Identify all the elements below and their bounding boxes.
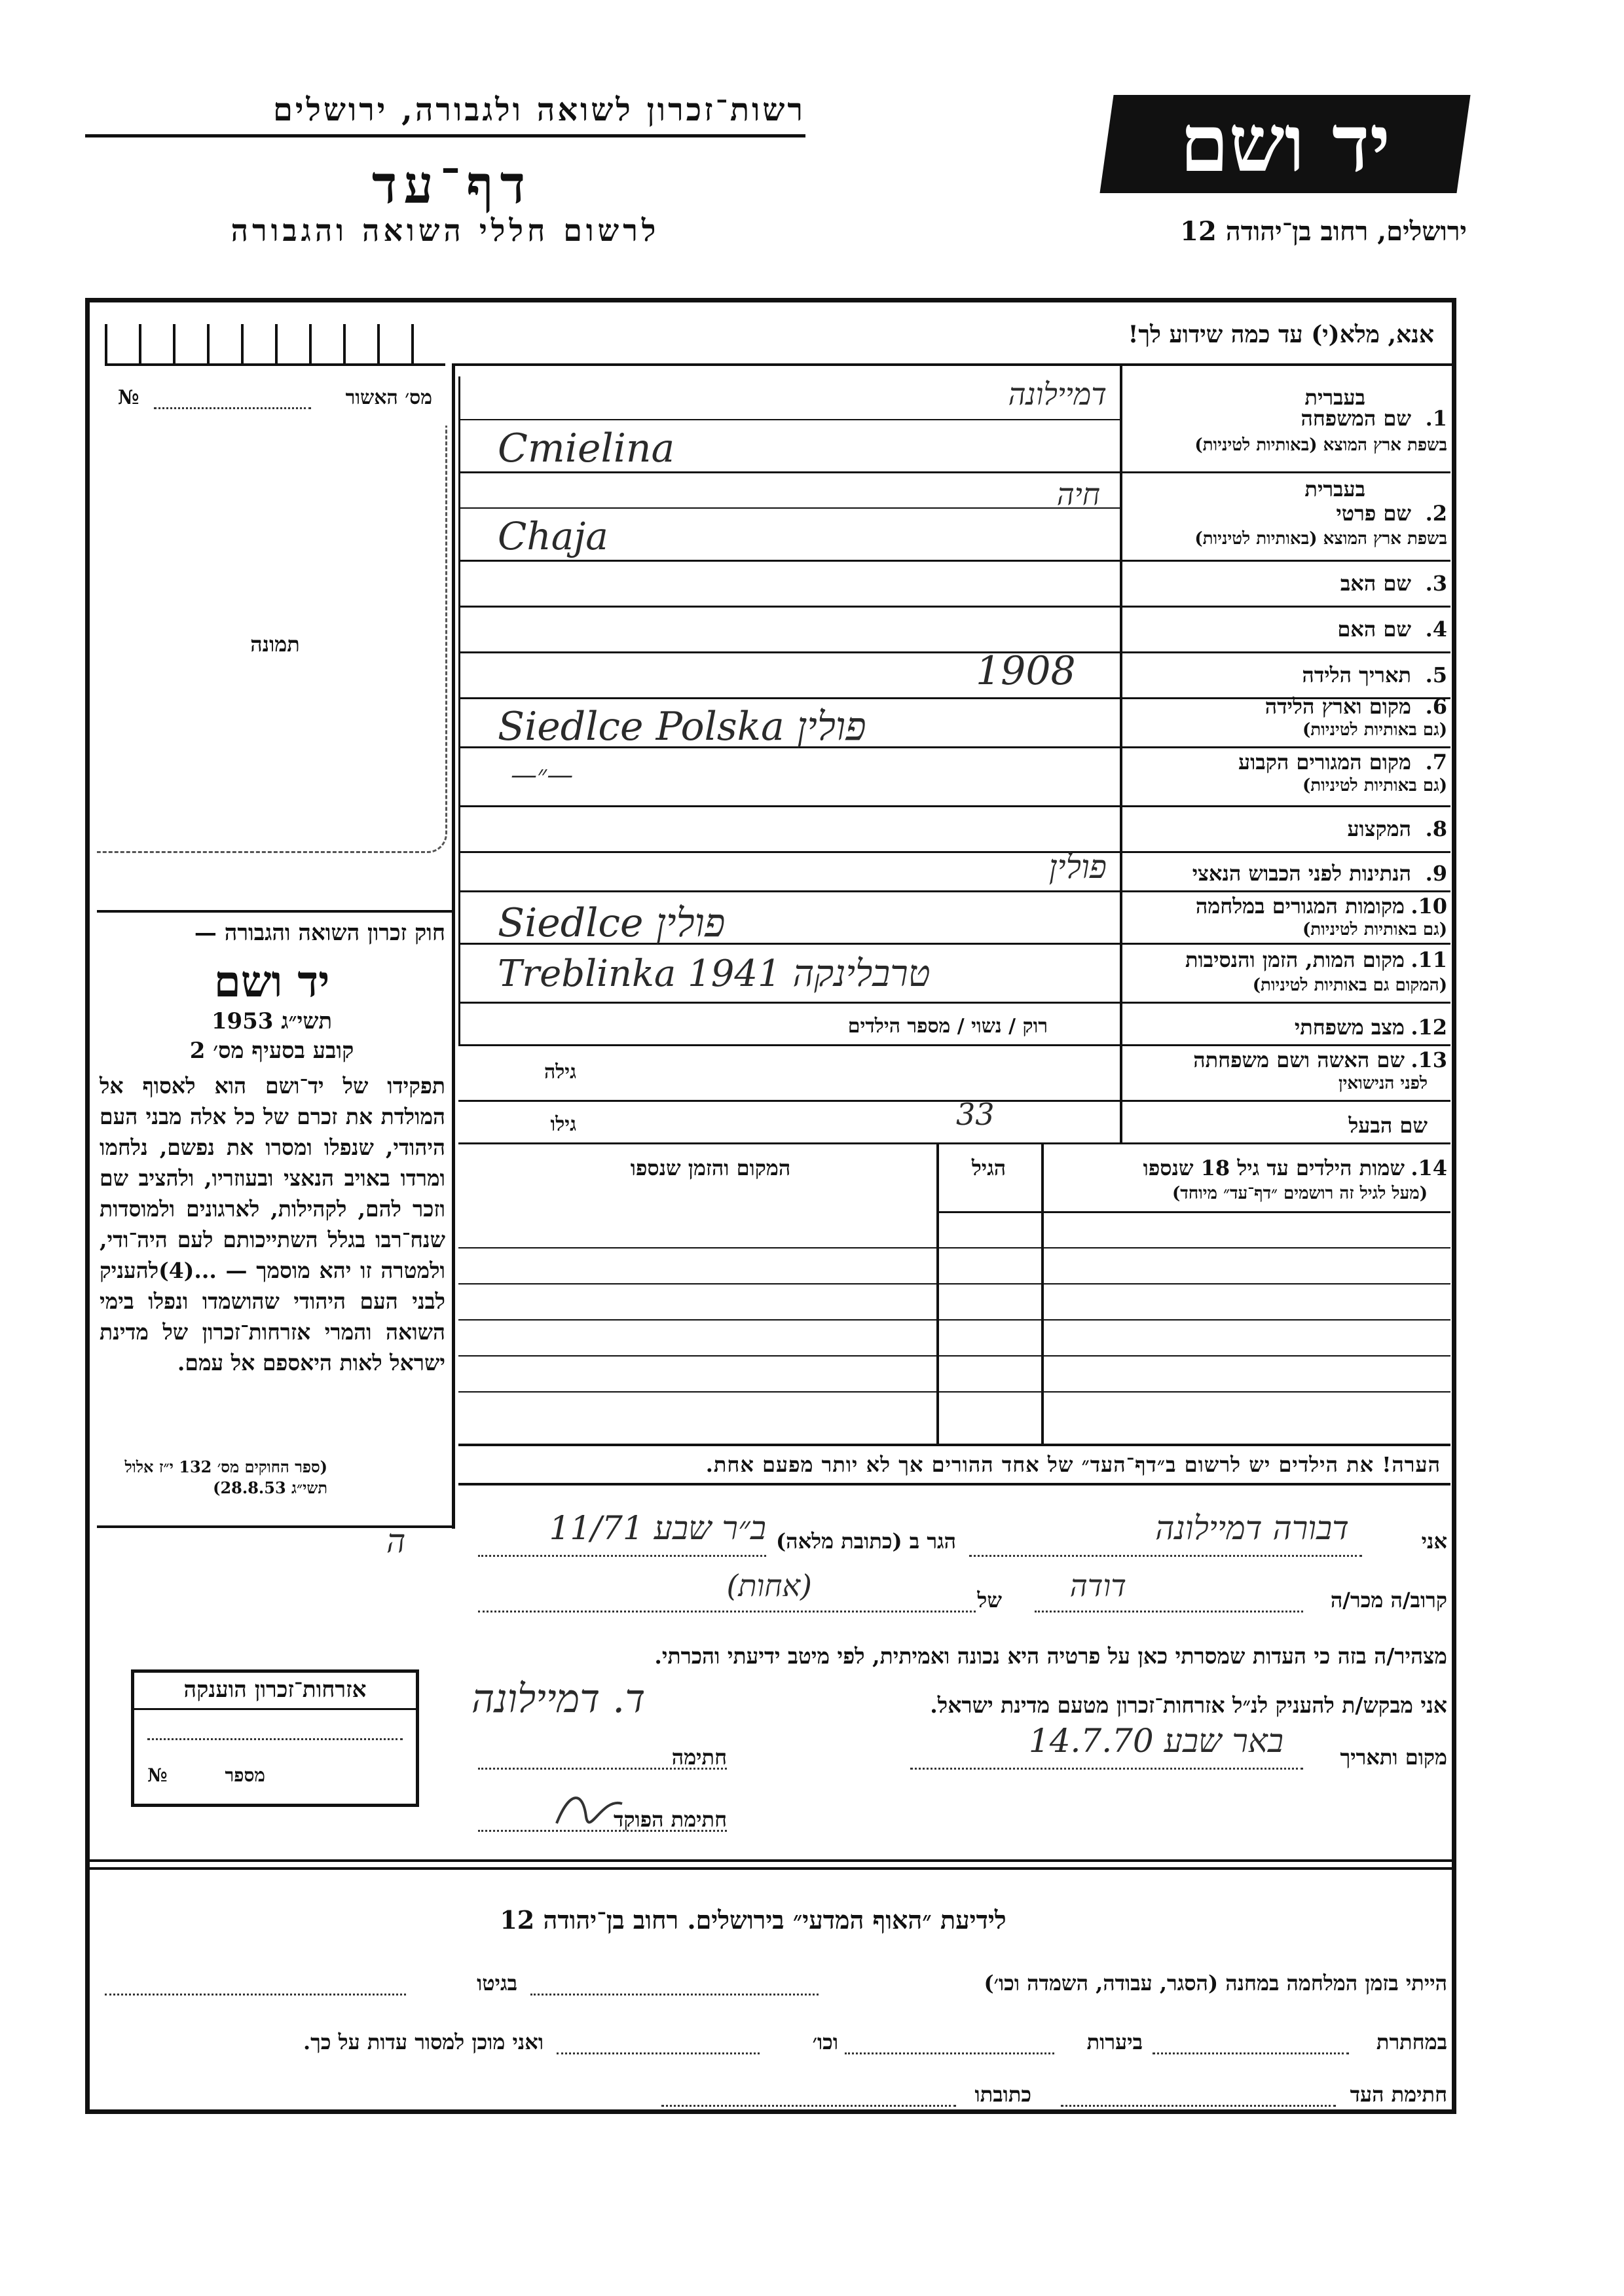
row-sep-13: [458, 1100, 1450, 1102]
yad-vashem-logo: [1099, 95, 1470, 193]
field3-num: 3.: [1425, 571, 1447, 596]
form-subtitle: לרשום חללי השואה והגבורה: [231, 213, 660, 248]
field11-num: 11.: [1411, 947, 1447, 972]
row1-inner: [458, 419, 1120, 420]
field5-label: תאריך הלידה: [1302, 663, 1411, 687]
decl-of-field[interactable]: [478, 1611, 976, 1613]
field2-value-hebrew[interactable]: חיה: [1056, 477, 1100, 512]
field9-label: הנתינות לפני הכבוש הנאצי: [1192, 861, 1411, 886]
row-sep-12: [458, 1044, 1450, 1046]
form-title: דף־עד: [371, 154, 532, 215]
footer-title: לידיעת ״האוף המדעי״ בירושלים. רחוב בן־יהודה 12: [500, 1905, 1006, 1935]
decl-signature-field[interactable]: [478, 1768, 727, 1770]
children-col-divider-2: [936, 1142, 939, 1444]
husband-label: שם הבעל: [1348, 1113, 1428, 1138]
decl-signature-label: חתימה: [671, 1745, 727, 1770]
field2-label: שם פרטי: [1336, 501, 1411, 526]
field1-num: 1.: [1425, 406, 1447, 431]
field13-age-label: גילה: [544, 1061, 576, 1084]
intro-text: אנא, מלא(י) עד כמה שידוע לך!: [1128, 321, 1434, 348]
children-label: שמות הילדים עד גיל 18 שנספו: [1143, 1156, 1405, 1180]
field4-num: 4.: [1425, 617, 1447, 642]
field13-sub: לפני הנישואין: [1338, 1074, 1428, 1093]
field9-value[interactable]: פולין: [1048, 848, 1107, 886]
footer-line3-field-a[interactable]: [1061, 2105, 1336, 2107]
footer-line2-field-a[interactable]: [1153, 2052, 1349, 2054]
husband-age-label: גילו: [550, 1113, 576, 1136]
row-sep-3: [458, 606, 1450, 608]
field10-label: מקומות המגורים במלחמה: [1195, 894, 1405, 919]
field7-label: מקום המגורים הקבוע: [1238, 750, 1411, 774]
footer-line3-field-b[interactable]: [661, 2105, 956, 2107]
decl-resides-at: הגר ב (כתובת מלאה): [776, 1529, 956, 1554]
law-name: יד ושם: [213, 956, 330, 1007]
law-text: תפקידו של יד־ושם הוא לאסוף אל המולדת את זכרם של כל אלה מבני העם היהודי, שנפלו ומסרו את נפשם, נלחמו ומרדו באויב הנאצי ובעוזריו, ולהציב שם וזכר להם, לקהילות, לארגונים ולמוסדות שנח־רבו בגלל השתייכותם לעם היה־ודי, ולמטרה זו יהא מוסמך — ...(4)להעניק לבני העם היהודי שהושמדו ונפלו בימי השואה והמרי אזרחות־זכרון של מדינת ישראל לאות היאספם אל עמם.: [100, 1073, 445, 1376]
children-note: הערה! את הילדים יש לרשום ב״דף־העד״ של אחד ההורים אך לא יותר מפעם אחת.: [705, 1452, 1441, 1477]
field10-num: 10.: [1411, 894, 1447, 919]
row-sep-8: [458, 851, 1450, 853]
field12-inline: רוק / נשוי / מספר הילדים: [847, 1015, 1048, 1038]
field5-value[interactable]: 1908: [976, 648, 1076, 694]
law-title: חוק זכרון השואה והגבורה —: [194, 920, 445, 946]
children-row-3: [458, 1319, 1450, 1321]
field7-num: 7.: [1425, 750, 1447, 774]
field3-label: שם האב: [1340, 571, 1411, 596]
photo-label: תמונה: [250, 632, 300, 657]
header-address: ירושלים, רחוב בן־יהודה 12: [1180, 216, 1467, 247]
footer-line3-a: חתימת העד: [1350, 2082, 1447, 2107]
footer-line2-field-b[interactable]: [845, 2052, 1054, 2054]
law-year: תשי״ג 1953: [211, 1008, 333, 1034]
decl-name-value[interactable]: דבורה דמיילונה: [1155, 1509, 1349, 1547]
children-row-5: [458, 1391, 1450, 1393]
field10-value[interactable]: Siedlce פולין: [498, 900, 726, 946]
field1-sub: בשפת ארץ המוצא (באותיות לטיניות): [1194, 435, 1447, 455]
field12-num: 12.: [1411, 1015, 1447, 1040]
field7-sub: (גם באותיות לטיניות): [1302, 776, 1447, 795]
field1-tag: בעברית: [1304, 385, 1365, 410]
row-sep-2: [458, 560, 1450, 562]
children-col-place: המקום והזמן שנספו: [630, 1156, 791, 1180]
footer-line2-a: במחתרת: [1376, 2030, 1447, 2054]
footer-rule-1: [90, 1859, 1452, 1862]
row-sep-14: [458, 1142, 1450, 1144]
row-sep-9: [458, 890, 1450, 892]
approval-no-field[interactable]: [154, 407, 311, 409]
field5-num: 5.: [1425, 663, 1447, 687]
husband-age-value[interactable]: 33: [956, 1097, 995, 1132]
decl-request: אני מבקש/ת להעניק לנ״ל אזרחות־זכרון מטעם מדינת ישראל.: [930, 1692, 1447, 1718]
footer-line2-c: וכו׳: [812, 2030, 838, 2054]
children-row-4: [458, 1355, 1450, 1357]
field9-num: 9.: [1425, 861, 1447, 886]
stamp-title: אזרחות־זכרון הוענקה: [134, 1677, 416, 1710]
children-sub: (מעל לגיל זה רושמים ״דף־עד״ מיוחד): [1172, 1184, 1428, 1203]
decl-place-date-field[interactable]: [910, 1768, 1303, 1770]
field8-label: המקצוע: [1347, 816, 1411, 841]
footer-line1-b: בגיטו: [477, 1971, 517, 1995]
decl-of-label: של: [977, 1588, 1002, 1613]
field11-value[interactable]: Treblinka 1941 טרבלינקה: [498, 953, 931, 995]
decl-relative-label: קרוב/ה מכר/ה: [1330, 1588, 1447, 1613]
field6-value[interactable]: Siedlce Polska פולין: [498, 704, 866, 750]
footer-line1-field-a[interactable]: [530, 1994, 819, 1995]
sidebar-divider: [452, 363, 455, 1529]
field1-label: שם המשפחה: [1301, 406, 1411, 431]
decl-address-value[interactable]: ב״ר שבע 11/71: [549, 1509, 766, 1547]
field11-label: מקום המות, הזמן והנסיבות: [1185, 947, 1405, 972]
children-col-age: הגיל: [971, 1156, 1006, 1180]
logo-text: יד ושם: [1179, 98, 1391, 190]
field2-num: 2.: [1425, 501, 1447, 526]
decl-place-date-value[interactable]: באר שבע 14.7.70: [1028, 1722, 1283, 1760]
field7-value[interactable]: —״—: [511, 760, 574, 790]
decl-address-field[interactable]: [478, 1555, 766, 1557]
footer-line2-d: ואני מוכן למסור עדות על כך.: [303, 2030, 544, 2054]
row-sep-1: [458, 471, 1450, 473]
children-header-line: [936, 1211, 1450, 1213]
label-divider: [1120, 363, 1122, 1142]
sidebar-top-rule: [97, 910, 454, 913]
field6-sub: (גם באותיות לטיניות): [1302, 720, 1447, 740]
approval-no-label: מס׳ האשור: [345, 386, 432, 409]
children-bottom: [458, 1444, 1450, 1446]
field6-label: מקום וארץ הלידה: [1264, 694, 1411, 719]
field1-value-latin[interactable]: Cmielina: [498, 426, 675, 471]
decl-place-date-label: מקום ותאריך: [1340, 1745, 1447, 1770]
row-sep-4: [458, 651, 1450, 653]
decl-statement: מצהיר/ה בזה כי העדות שמסרתי כאן על פרטיה היא נכונה ואמיתית, לפי מיטב ידיעתי והכרתי.: [654, 1643, 1447, 1669]
footer-line2-field-c[interactable]: [557, 2052, 760, 2054]
decl-signature-value[interactable]: ד. דמיילונה: [471, 1676, 646, 1722]
decl-relative-value[interactable]: דודה: [1069, 1568, 1126, 1603]
law-ref: (ספר החוקים מס׳ 132 י״ז אלול תשי״ג 28.8.53): [124, 1457, 327, 1497]
footer-line3-b: כתובתו: [974, 2082, 1031, 2107]
field12-label: מצב משפחתי: [1294, 1015, 1405, 1040]
authority-underline: [85, 134, 805, 137]
intro-underline: [452, 363, 1452, 366]
children-row-1: [458, 1247, 1450, 1248]
stamp-number-symbol: №: [147, 1764, 168, 1786]
children-row-2: [458, 1283, 1450, 1285]
decl-ani: אני: [1421, 1529, 1447, 1554]
field10-sub: (גם באותיות לטיניות): [1302, 920, 1447, 939]
children-col-divider-1: [1041, 1142, 1044, 1444]
field2-value-latin[interactable]: Chaja: [498, 514, 608, 558]
footer-rule-2: [90, 1867, 1452, 1870]
field6-num: 6.: [1425, 694, 1447, 719]
decl-relative-field[interactable]: [1035, 1611, 1303, 1613]
footer-line1-field-b[interactable]: [105, 1994, 406, 1995]
field13-label: שם האשה ושם משפחתה: [1193, 1048, 1405, 1072]
note-underline: [458, 1483, 1450, 1485]
field4-label: שם האם: [1337, 617, 1411, 642]
field8-num: 8.: [1425, 816, 1447, 841]
children-num: 14.: [1411, 1156, 1447, 1180]
field1-value-hebrew[interactable]: דמיילונה: [1008, 376, 1107, 412]
authority-line: רשות־זכרון לשואה ולגבורה, ירושלים: [272, 92, 805, 128]
field11-sub: (המקום גם באותיות לטיניות): [1252, 975, 1447, 995]
decl-officer-label: חתימת הפוקד: [614, 1807, 727, 1832]
stamp-number-label: מספר: [225, 1764, 265, 1786]
officer-signature-scribble: [550, 1784, 629, 1836]
footer-line2-b: ביערות: [1086, 2030, 1143, 2054]
decl-relative-value-2[interactable]: (אחות): [726, 1568, 812, 1603]
field2-tag: בעברית: [1304, 477, 1365, 501]
row-sep-7: [458, 805, 1450, 807]
field2-sub: בשפת ארץ המוצא (באותיות לטיניות): [1194, 529, 1447, 549]
margin-mark: ה: [386, 1522, 406, 1560]
law-clause: קובע בסעיף מס׳ 2: [189, 1038, 354, 1064]
approval-ticks: [105, 324, 445, 366]
memorial-citizenship-stamp: [131, 1669, 419, 1807]
approval-no-symbol: №: [118, 386, 139, 409]
footer-line1-a: הייתי בזמן המלחמה במחנה (הסגר, עבודה, השמדה וכו׳): [984, 1971, 1447, 1995]
decl-name-field[interactable]: [969, 1555, 1362, 1557]
row-sep-11: [458, 1002, 1450, 1004]
field13-num: 13.: [1411, 1048, 1447, 1072]
